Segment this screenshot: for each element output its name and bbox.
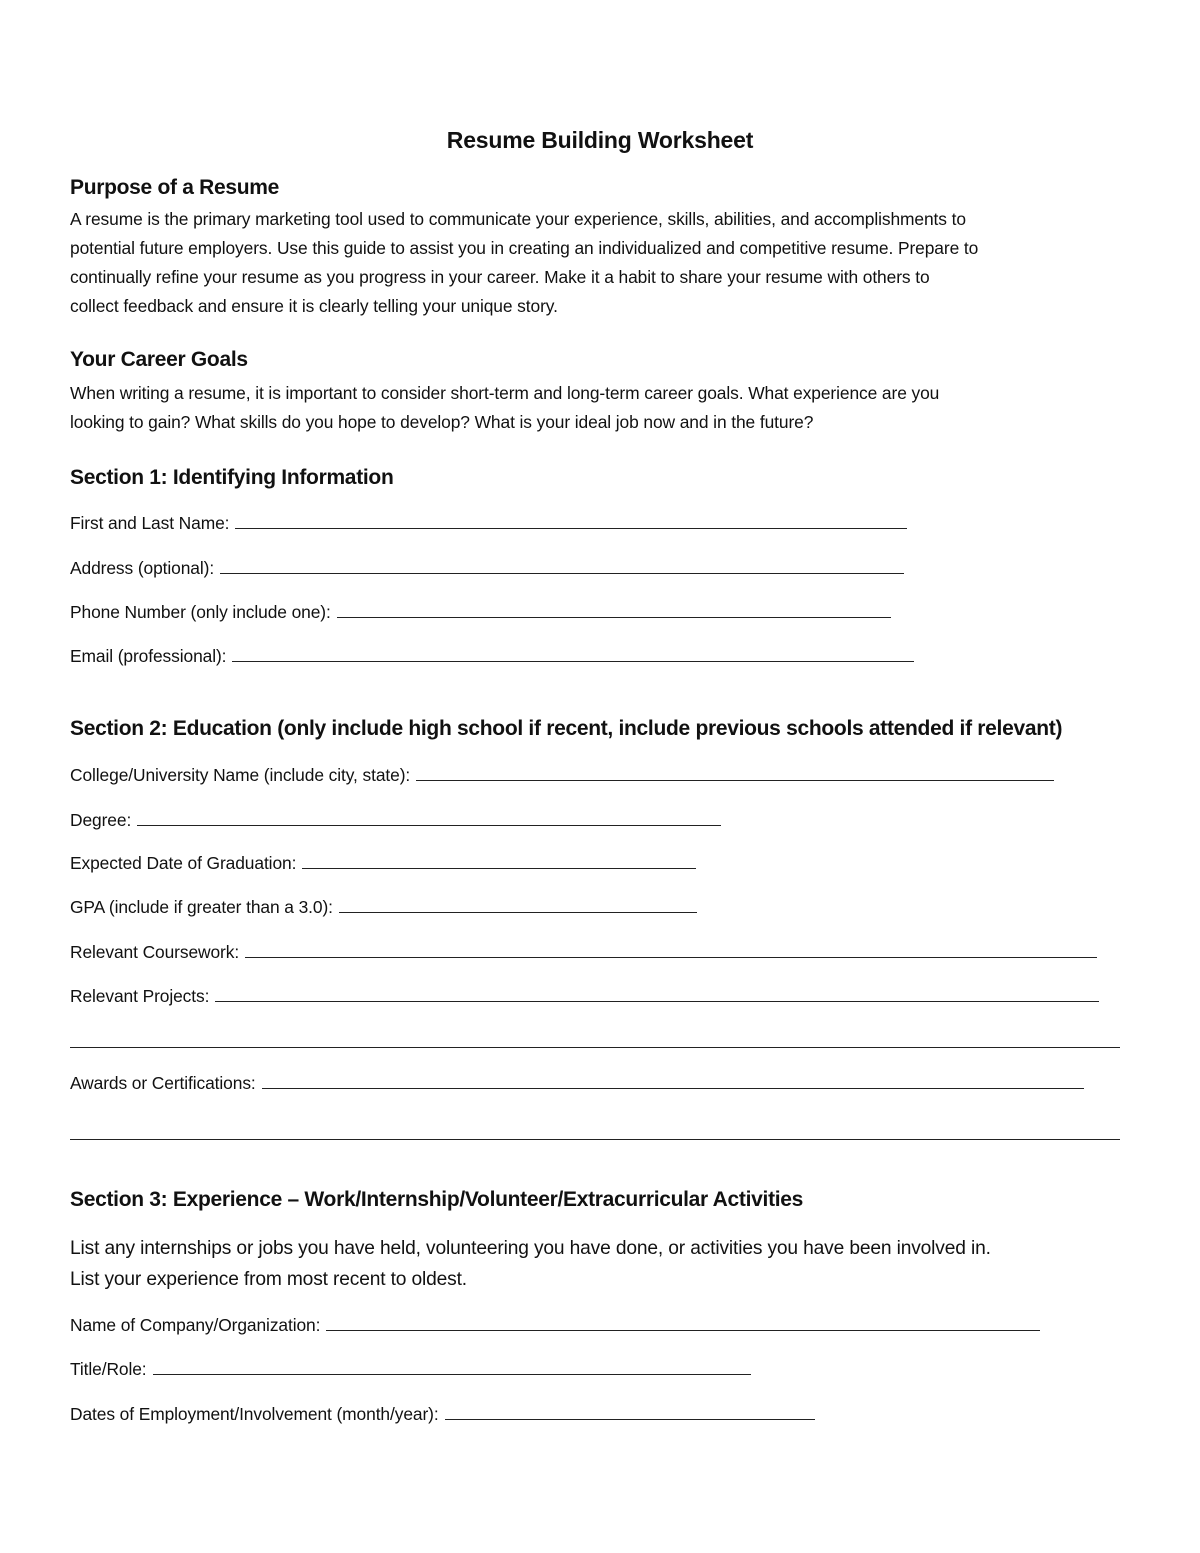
title-role-input-line[interactable] (153, 1360, 751, 1375)
college-input-line[interactable] (416, 766, 1054, 781)
field-coursework (70, 942, 1097, 963)
section1-heading: Section 1: Identifying Information (70, 466, 394, 489)
section3-heading: Section 3: Experience – Work/Internship/Volunteer/Extracurricular Activities (70, 1188, 804, 1211)
projects-input-line[interactable] (215, 987, 1099, 1002)
section2-heading: Section 2: Education (only include high school if recent, include previous schools attended if relevant) (70, 717, 1063, 740)
career-goals-paragraph (70, 379, 939, 437)
career-goals-line: When writing a resume, it is important to consider short-term and long-term career goals. What experience are you (70, 383, 940, 403)
purpose-line: potential future employers. Use this guide to assist you in creating an individualized and competitive resume. Prepare to (70, 238, 979, 258)
field-address (70, 558, 904, 579)
career-goals-line: looking to gain? What skills do you hope to develop? What is your ideal job now and in the future? (70, 412, 814, 432)
company-input-line[interactable] (326, 1316, 1040, 1331)
section3-intro-line: List your experience from most recent to oldest. (70, 1268, 467, 1290)
field-label: Dates of Employment/Involvement (month/year): (70, 1404, 439, 1424)
field-label: Name of Company/Organization: (70, 1315, 321, 1335)
field-label: Expected Date of Graduation: (70, 853, 297, 873)
page-title: Resume Building Worksheet (446, 127, 754, 153)
field-title-role (70, 1359, 751, 1380)
purpose-paragraph (70, 205, 978, 321)
field-label: Relevant Coursework: (70, 942, 240, 962)
field-label: Awards or Certifications: (70, 1073, 256, 1093)
purpose-line: continually refine your resume as you progress in your career. Make it a habit to share your resume with others to (70, 267, 930, 287)
field-college (70, 765, 1054, 786)
awards-extra-line[interactable] (70, 1139, 1120, 1140)
field-projects (70, 986, 1099, 1007)
coursework-input-line[interactable] (245, 943, 1097, 958)
gpa-input-line[interactable] (339, 898, 697, 913)
field-awards (70, 1073, 1084, 1094)
field-label: College/University Name (include city, state): (70, 765, 411, 785)
career-goals-heading: Your Career Goals (70, 348, 248, 371)
field-label: Email (professional): (70, 646, 227, 666)
projects-extra-line[interactable] (70, 1047, 1120, 1048)
field-label: First and Last Name: (70, 513, 230, 533)
field-name (70, 513, 907, 534)
degree-input-line[interactable] (137, 811, 721, 826)
field-label: Degree: (70, 810, 132, 830)
field-label: Phone Number (only include one): (70, 602, 331, 622)
field-degree (70, 810, 721, 831)
purpose-line: A resume is the primary marketing tool used to communicate your experience, skills, abilities, and accomplishments to (70, 209, 966, 229)
purpose-line: collect feedback and ensure it is clearly telling your unique story. (70, 296, 558, 316)
field-graduation (70, 853, 696, 874)
name-input-line[interactable] (235, 514, 907, 529)
field-label: GPA (include if greater than a 3.0): (70, 897, 333, 917)
field-label: Title/Role: (70, 1359, 147, 1379)
field-email (70, 646, 914, 667)
section3-intro-line: List any internships or jobs you have held, volunteering you have done, or activities you have been involved in. (70, 1238, 991, 1259)
awards-input-line[interactable] (262, 1074, 1084, 1089)
graduation-input-line[interactable] (302, 854, 696, 869)
field-label: Address (optional): (70, 558, 215, 578)
address-input-line[interactable] (220, 559, 904, 574)
field-company (70, 1315, 1040, 1336)
field-phone (70, 602, 891, 623)
section3-intro (70, 1234, 991, 1295)
field-gpa (70, 897, 697, 918)
field-label: Relevant Projects: (70, 986, 210, 1006)
phone-input-line[interactable] (337, 603, 891, 618)
email-input-line[interactable] (232, 647, 914, 662)
field-dates (70, 1404, 815, 1425)
dates-input-line[interactable] (445, 1405, 815, 1420)
purpose-heading: Purpose of a Resume (70, 176, 280, 199)
